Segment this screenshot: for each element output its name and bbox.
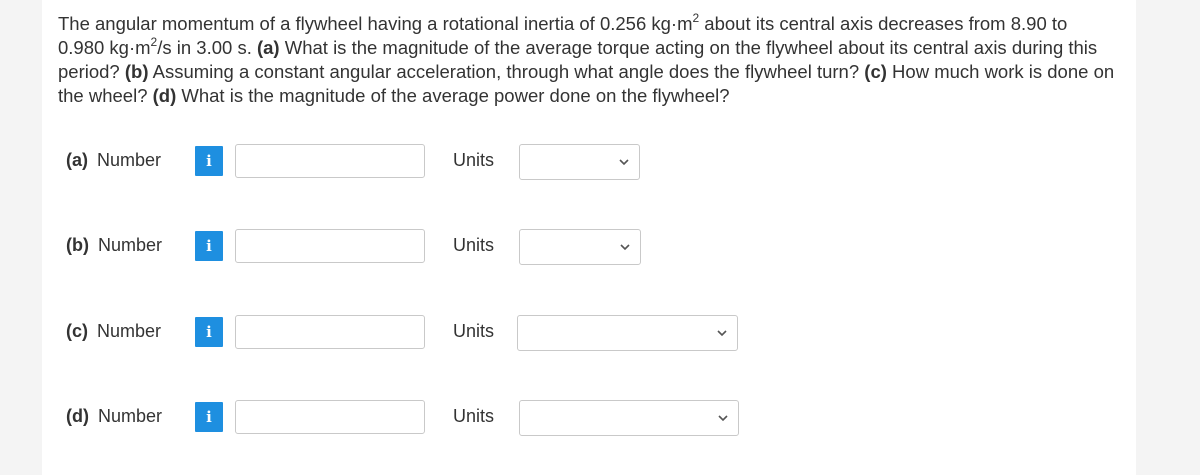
chevron-down-icon bbox=[716, 327, 728, 339]
units-label-a: Units bbox=[453, 150, 495, 170]
answer-row-d bbox=[0, 397, 1200, 435]
units-dropdown-d[interactable] bbox=[519, 400, 739, 436]
chevron-down-icon bbox=[618, 156, 630, 168]
info-icon[interactable]: i bbox=[195, 231, 223, 261]
units-dropdown-b[interactable] bbox=[519, 229, 641, 265]
info-icon[interactable]: i bbox=[195, 402, 223, 432]
number-input-d[interactable] bbox=[235, 400, 425, 434]
number-input-c[interactable] bbox=[235, 315, 425, 349]
part-label-d: (d) Number bbox=[66, 406, 163, 426]
part-label-a: (a) Number bbox=[66, 150, 162, 170]
number-input-b[interactable] bbox=[235, 229, 425, 263]
chevron-down-icon bbox=[619, 241, 631, 253]
chevron-down-icon bbox=[717, 412, 729, 424]
answer-row-c bbox=[0, 312, 1200, 350]
part-label-c: (c) Number bbox=[66, 321, 162, 341]
info-icon[interactable]: i bbox=[195, 146, 223, 176]
units-label-d: Units bbox=[453, 406, 495, 426]
part-label-b: (b) Number bbox=[66, 235, 163, 255]
units-label-c: Units bbox=[453, 321, 495, 341]
units-dropdown-a[interactable] bbox=[519, 144, 640, 180]
question-text: The angular momentum of a flywheel having a rotational inertia of 0.256 $kg\cdot m^2$ about its central axis decreases from 8.90 to 0.980 $kg\cdot m^2/s$ in 3.00 s. (a) What is the magnitude of the average torque acting on the flywheel about its central axis during this period? (b) Assuming a constant angular acceleration, through what angle does the flywheel turn? (c) How much work is done on the wheel? (d) What is the magnitude of the average power done on the flywheel? bbox=[58, 10, 1115, 106]
units-dropdown-c[interactable] bbox=[517, 315, 738, 351]
answer-row-a bbox=[0, 141, 1200, 179]
info-icon[interactable]: i bbox=[195, 317, 223, 347]
number-input-a[interactable] bbox=[235, 144, 425, 178]
units-label-b: Units bbox=[453, 235, 495, 255]
answer-row-b bbox=[0, 226, 1200, 264]
